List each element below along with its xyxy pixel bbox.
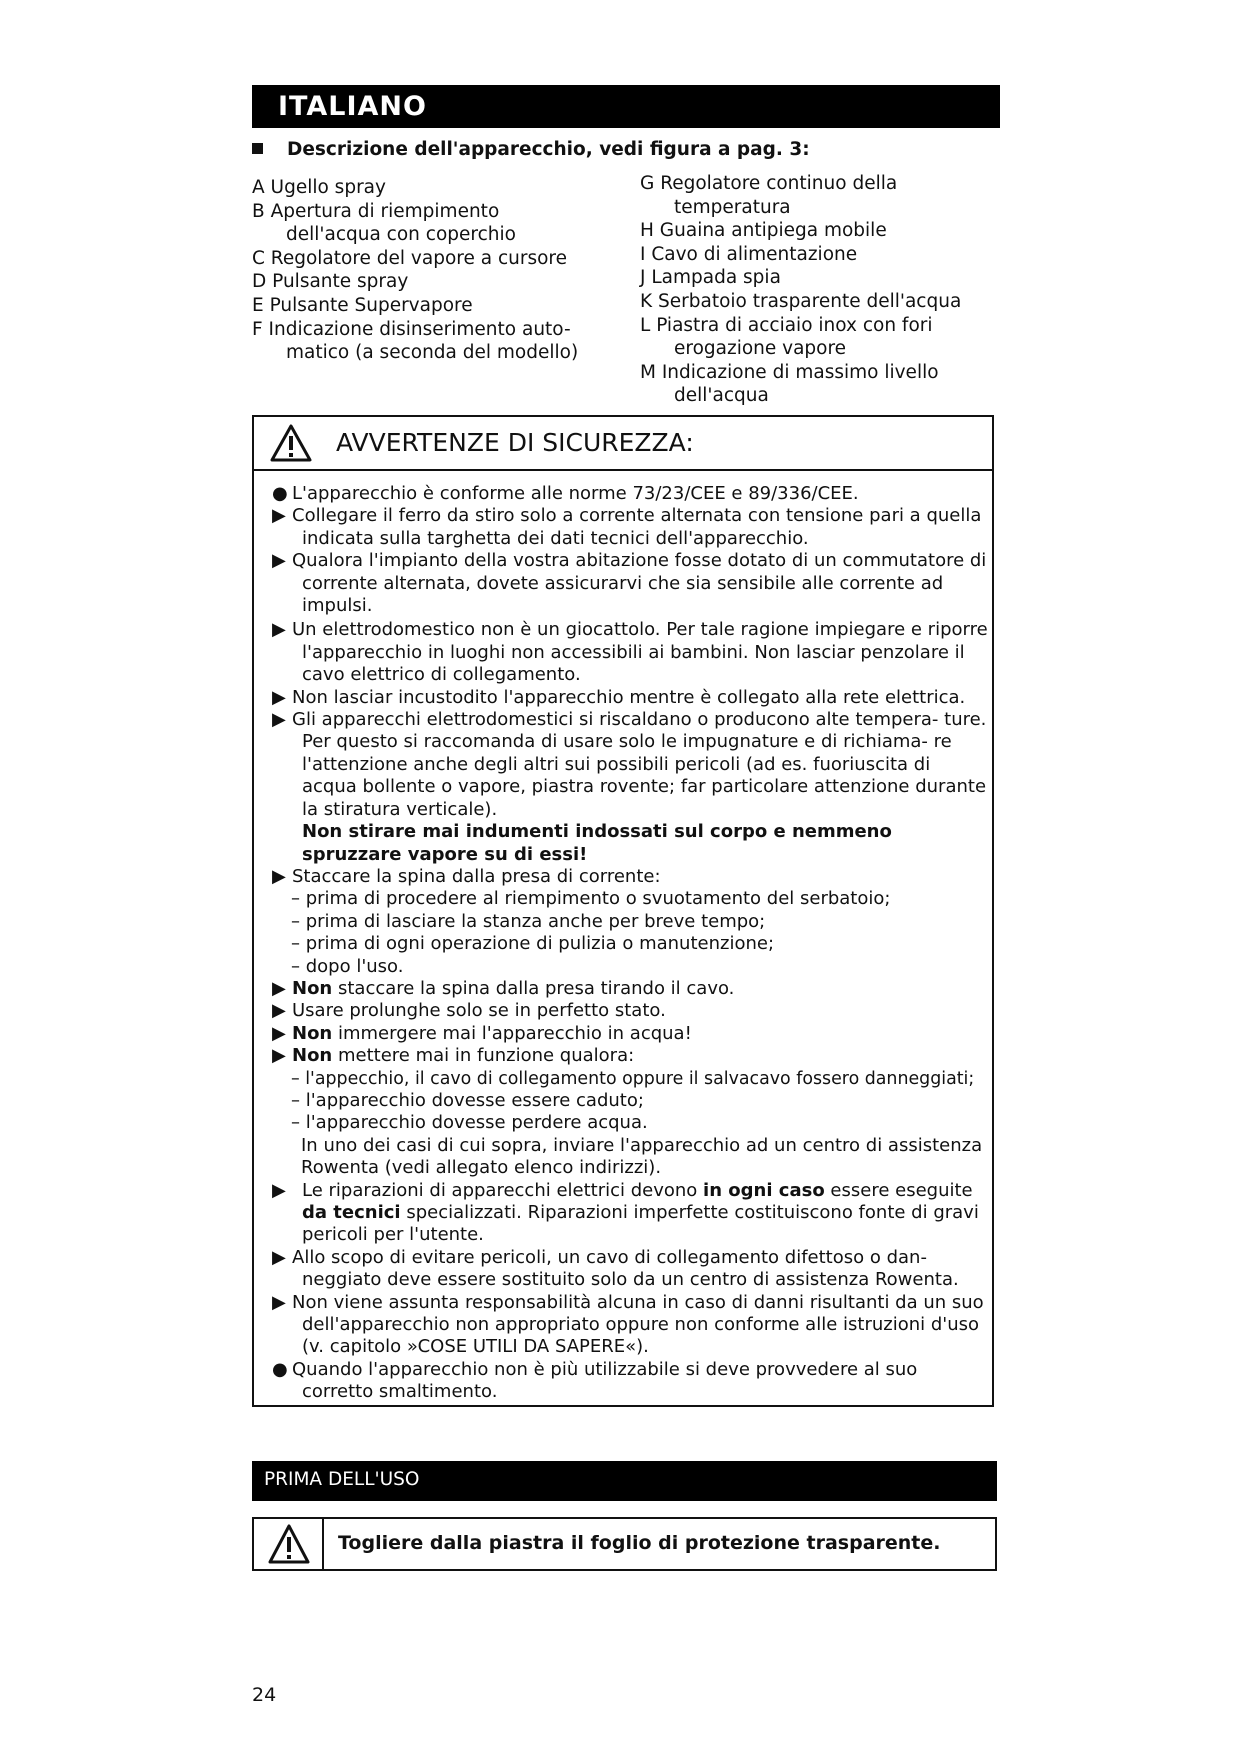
before-use-title: PRIMA DELL'USO xyxy=(264,1469,420,1490)
part-item: B Apertura di riempimento dell'acqua con coperchio xyxy=(252,200,516,246)
part-item: A Ugello spray xyxy=(252,177,386,198)
before-use-note: Togliere dalla piastra il foglio di protezione trasparente. xyxy=(338,1532,941,1554)
safety-item: ▶ Staccare la spina dalla presa di corrente: xyxy=(272,865,661,887)
part-item: E Pulsante Supervapore xyxy=(252,294,473,316)
part-item: F Indicazione disinserimento auto- matico (a seconda del modello) xyxy=(252,318,579,364)
arrow-bullet-icon: ▶ xyxy=(272,619,286,641)
part-item: D Pulsante spray xyxy=(252,271,409,293)
safety-item: ● L'apparecchio è conforme alle norme 73/23/CEE e 89/336/CEE. xyxy=(272,483,859,504)
part-item: H Guaina antipiega mobile xyxy=(640,220,887,242)
arrow-bullet-icon: ▶ xyxy=(272,1291,286,1313)
safety-item: ▶ Qualora l'impianto della vostra abitazione fosse dotato di un commutatore di corrente alternata, dovete assicurarvi che sia sensibile alle corrente ad impulsi. xyxy=(272,550,987,617)
sub-item: In uno dei casi di cui sopra, inviare l'apparecchio ad un centro di assistenza Rowenta (vedi allegato elenco indirizzi). xyxy=(301,1134,983,1179)
part-item: G Regolatore continuo della temperatura xyxy=(640,173,898,218)
safety-item: ▶ Non immergere mai l'apparecchio in acqua! xyxy=(272,1022,692,1044)
arrow-bullet-icon: ▶ xyxy=(272,1246,286,1268)
safety-item: ▶ Gli apparecchi elettrodomestici si riscaldano o producono alte tempera- ture. Per questo si raccomanda di usare solo le impugnature e di richiama- re l'attenzione anche degli altri sui possibili pericoli (ad es. fuoriuscita di acqua bollente o vapore, piastra rovente; far particolare attenzione durante la stiratura verticale). Non stirare mai indumenti indossati sul corpo e nemmeno spruzzare vapore su di essi! xyxy=(272,709,987,865)
sub-item: – prima di ogni operazione di pulizia o manutenzione; xyxy=(291,933,775,955)
arrow-bullet-icon: ▶ xyxy=(272,709,286,731)
safety-item: ▶ Collegare il ferro da stiro solo a corrente alternata con tensione pari a quella indicata sulla targhetta dei dati tecnici dell'apparecchio. xyxy=(272,505,982,549)
description-heading: Descrizione dell'apparecchio, vedi figura a pag. 3: xyxy=(252,139,1012,160)
part-item: J Lampada spia xyxy=(640,267,781,289)
arrow-bullet-icon: ▶ xyxy=(272,977,286,999)
page-number: 24 xyxy=(252,1684,277,1706)
arrow-bullet-icon: ▶ xyxy=(272,1000,286,1022)
language-title: ITALIANO xyxy=(278,91,427,122)
arrow-bullet-icon: ▶ xyxy=(272,1045,286,1067)
dot-bullet-icon: ● xyxy=(272,1358,288,1380)
safety-warnings-box xyxy=(252,415,994,1407)
safety-item: ▶ Usare prolunghe solo se in perfetto stato. xyxy=(272,1000,666,1022)
arrow-bullet-icon: ▶ xyxy=(272,1022,286,1044)
part-item: I Cavo di alimentazione xyxy=(640,243,858,265)
before-use-header-bar xyxy=(252,1461,997,1501)
safety-item: ▶ Non mettere mai in funzione qualora: xyxy=(272,1045,635,1067)
parts-list-right xyxy=(640,172,1010,408)
safety-header xyxy=(254,417,992,471)
note-divider xyxy=(322,1519,324,1569)
arrow-bullet-icon: ▶ xyxy=(272,1179,286,1201)
part-item: L Piastra di acciaio inox con fori erogazione vapore xyxy=(640,314,933,360)
arrow-bullet-icon: ▶ xyxy=(272,686,286,708)
warning-triangle-icon xyxy=(270,424,312,462)
warning-triangle-icon xyxy=(268,1524,310,1564)
sub-item: – l'apparecchio dovesse perdere acqua. xyxy=(291,1112,648,1134)
sub-item: – dopo l'uso. xyxy=(291,955,404,977)
safety-item: ▶ Non viene assunta responsabilità alcuna in caso di danni risultanti da un suo dell'apparecchio non appropriato oppure non conforme alle istruzioni d'uso (v. capitolo »COSE UTILI DA SAPERE«). xyxy=(272,1291,984,1358)
part-item: C Regolatore del vapore a cursore xyxy=(252,247,567,269)
safety-list xyxy=(272,483,988,1404)
sub-item: – prima di lasciare la stanza anche per breve tempo; xyxy=(291,910,766,932)
safety-item: ▶ Non staccare la spina dalla presa tirando il cavo. xyxy=(272,977,735,999)
safety-item: ▶ Allo scopo di evitare pericoli, un cavo di collegamento difettoso o dan- neggiato deve essere sostituito solo da un centro di assistenza Rowenta. xyxy=(272,1246,959,1291)
arrow-bullet-icon: ▶ xyxy=(272,550,286,572)
safety-item: ▶ Le riparazioni di apparecchi elettrici devono in ogni caso essere eseguite da tecnici specializzati. Riparazioni imperfette costituiscono fonte di gravi pericoli per l'utente. xyxy=(272,1179,979,1246)
part-item: K Serbatoio trasparente dell'acqua xyxy=(640,290,962,312)
safety-item: ▶ Un elettrodomestico non è un giocattolo. Per tale ragione impiegare e riporre l'apparecchio in luoghi non accessibili ai bambini. Non lasciar penzolare il cavo elettrico di collegamento. xyxy=(272,619,988,686)
arrow-bullet-icon: ▶ xyxy=(272,505,286,527)
before-use-note-box xyxy=(252,1517,997,1571)
safety-item: ▶ Non lasciar incustodito l'apparecchio mentre è collegato alla rete elettrica. xyxy=(272,686,966,708)
sub-item: – l'appecchio, il cavo di collegamento oppure il salvacavo fossero danneggiati; xyxy=(291,1068,975,1089)
safety-item: ● Quando l'apparecchio non è più utilizzabile si deve provvedere al suo corretto smaltimento. xyxy=(272,1358,918,1403)
sub-item: – l'apparecchio dovesse essere caduto; xyxy=(291,1089,644,1111)
safety-title: AVVERTENZE DI SICUREZZA: xyxy=(336,428,694,457)
square-bullet-icon xyxy=(252,143,263,154)
sub-item: – prima di procedere al riempimento o svuotamento del serbatoio; xyxy=(291,888,891,910)
parts-list-left xyxy=(252,176,632,365)
arrow-bullet-icon: ▶ xyxy=(272,865,286,887)
safety-bold-warning: Non stirare mai indumenti indossati sul corpo e nemmeno spruzzare vapore su di essi! xyxy=(302,821,892,865)
language-header-bar xyxy=(252,85,1000,128)
part-item: M Indicazione di massimo livello dell'acqua xyxy=(640,361,939,407)
dot-bullet-icon: ● xyxy=(272,483,288,504)
